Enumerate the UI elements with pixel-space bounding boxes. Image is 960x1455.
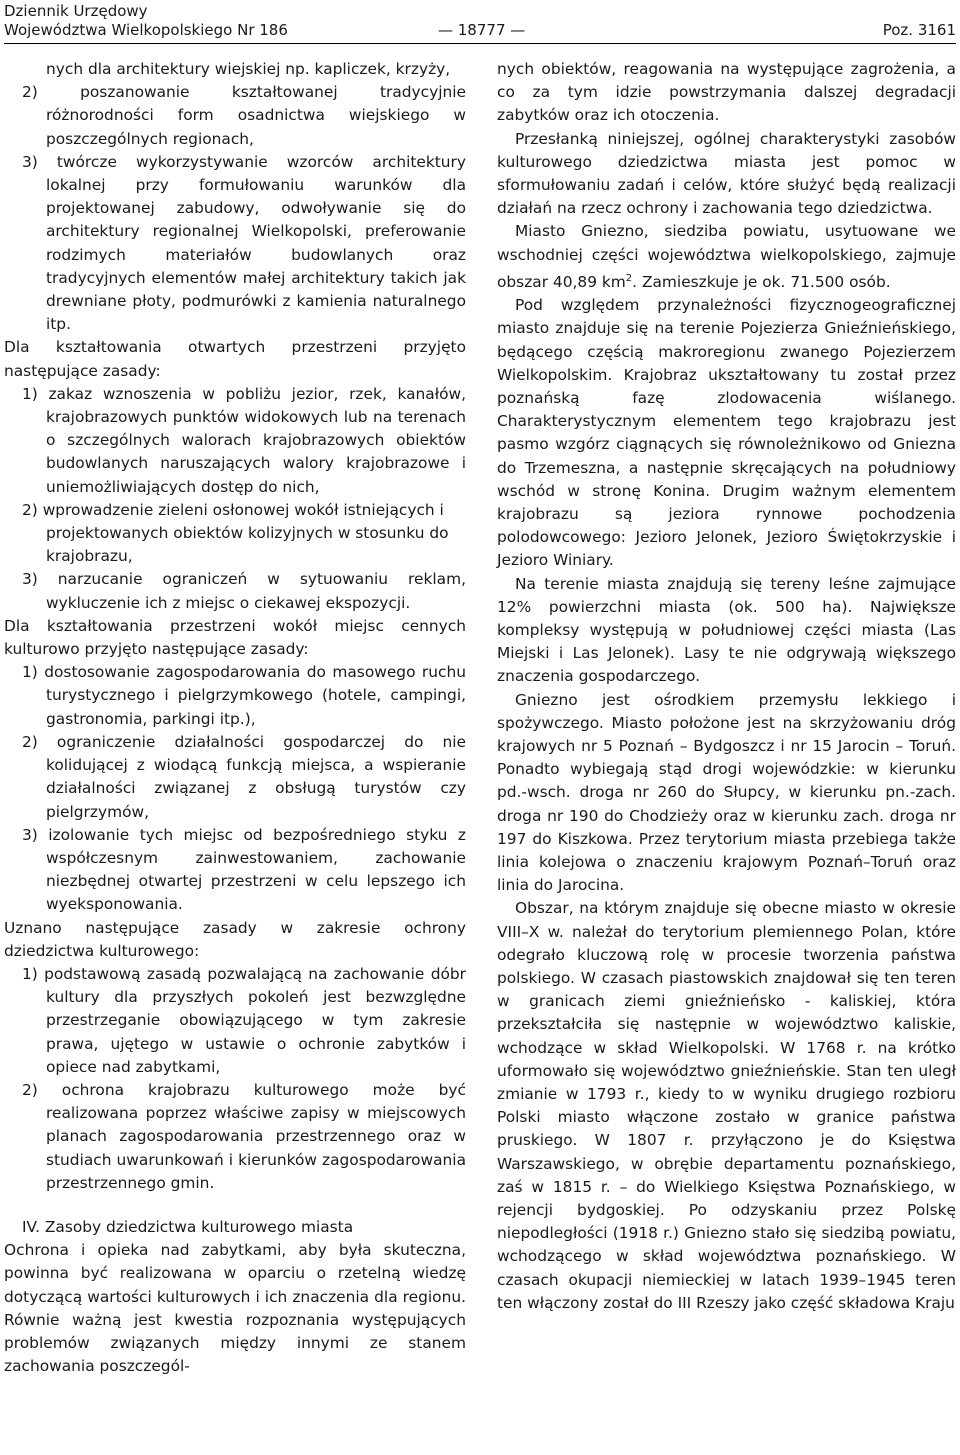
list-item: 1) podstawową zasadą pozwalającą na zachowanie dóbr kultury dla przyszłych pokoleń jest bezwzględne przestrzeganie obowiązującego w tym zakresie prawa, ujętego w ustawie o ochronie zabytków i opiece nad zabytkami, <box>22 964 466 1076</box>
page-header <box>4 0 956 44</box>
superscript: 2 <box>625 272 633 284</box>
section-heading: IV. Zasoby dziedzictwa kulturowego miasta <box>22 1217 354 1236</box>
left-column <box>4 58 466 1378</box>
paragraph <box>497 220 956 294</box>
paragraph: Dla kształtowania otwartych przestrzeni przyjęto następujące zasady: <box>4 338 466 380</box>
list-item: 3) izolowanie tych miejsc od bezpośredniego styku z współczesnym zainwestowaniem, zachowanie niezbędnej otwartej przestrzeni w celu lepszego ich wyeksponowania. <box>22 825 466 914</box>
paragraph: Dla kształtowania przestrzeni wokół miejsc cennych kulturowo przyjęto następujące zasady: <box>4 616 466 659</box>
list-item: 3) twórcze wykorzystywanie wzorców architektury lokalnej przy formułowaniu warunków dla projektowanej zabudowy, odwoływanie się do architektury regionalnej Wielkopolski, preferowanie rodzimych materiałów budowlanych oraz tradycyjnych elementów małej architektury takich jak drewniane płoty, podmurówki z kamienia naturalnego itp. <box>22 152 466 334</box>
position-number: Poz. 3161 <box>882 21 956 39</box>
continued-list-item: nych dla architektury wiejskiej np. kapliczek, krzyży, <box>46 60 451 78</box>
list-item: 3) narzucanie ograniczeń w sytuowaniu reklam, wykluczenie ich z miejsc o ciekawej ekspozycji. <box>22 570 466 612</box>
paragraph: Na terenie miasta znajdują się tereny leśne zajmujące 12% powierzchni miasta (ok. 500 ha). Największe kompleksy występują w południowej części miasta (Las Miejski i Las Jelonek). Lasy te nie odgrywają większego znaczenia gospodarczego. <box>497 574 956 686</box>
paragraph: Uznano następujące zasady w zakresie ochrony dziedzictwa kulturowego: <box>4 918 466 960</box>
list-item: 1) zakaz wznoszenia w pobliżu jezior, rzek, kanałów, krajobrazowych punktów widokowych lub na terenach o szczególnych walorach krajobrazowych obiektów budowlanych naruszających walory krajobrazowe i uniemożliwiających dostęp do nich, <box>22 384 466 496</box>
text-run: Miasto Gniezno, siedziba powiatu, usytuowane we wschodniej części województwa wielkopolskiego, zajmuje obszar 40,89 km <box>497 222 956 291</box>
journal-title: Dziennik Urzędowy <box>4 2 148 20</box>
list-item: 2) poszanowanie kształtowanej tradycyjnie różnorodności form osadnictwa wiejskiego w poszczególnych regionach, <box>22 83 466 148</box>
list-item: 2) ochrona krajobrazu kulturowego może być realizowana poprzez właściwe zapisy w miejscowych planach zagospodarowania przestrzennego oraz w studiach uwarunkowań i kierunków zagospodarowania przestrzennego gmin. <box>22 1080 466 1192</box>
header-rule <box>4 43 956 44</box>
list-item: 2) wprowadzenie zieleni osłonowej wokół istniejących i projektowanych obiektów kolizyjnych w stosunku do krajobrazu, <box>22 500 449 566</box>
paragraph: Obszar, na którym znajduje się obecne miasto w okresie VIII–X w. należał do terytorium plemiennego Polan, które odegrało kluczową rolę w procesie tworzenia państwa polskiego. W czasach piastowskich znajdował się ten teren w granicach ziemi gnieźnieńsko - kaliskiej, która przekształciła się następnie w województwo kaliskie, wchodzące w skład Wielkopolski. W 1768 r. na krótko uformowało się województwo gnieźnieńskie. Stan ten uległ zmianie w 1793 r., kiedy to w wyniku drugiego rozbioru Polski miasto włączone zostało w granice państwa pruskiego. W 1807 r. przyłączono je do Księstwa Warszawskiego, w obrębie departamentu poznańskiego, zaś w 1815 r. – do Wielkiego Księstwa Poznańskiego, w rejencji bydgoskiej. Po odzyskaniu przez Polskę niepodległości (1918 r.) Gniezno stało się siedzibą powiatu, wchodzącego w skład województwa poznańskiego. W czasach okupacji niemieckiej w latach 1939–1945 teren ten włączony został do III Rzeszy jako część składowa Kraju <box>497 899 956 1312</box>
list-item: 1) dostosowanie zagospodarowania do masowego ruchu turystycznego i pielgrzymkowego (hotele, campingi, gastronomia, parkingi itp.), <box>22 663 466 728</box>
journal-issue: Województwa Wielkopolskiego Nr 186 <box>4 21 288 39</box>
list-item: 2) ograniczenie działalności gospodarczej do nie kolidującej z wiodącą funkcją miejsca, a wspieranie działalności związanej z obsługą turystów czy pielgrzymów, <box>22 732 466 821</box>
text-run: . Zamieszkuje je ok. 71.500 osób. <box>632 272 891 291</box>
paragraph: Pod względem przynależności fizycznogeograficznej miasto znajduje się na terenie Pojezierza Gnieźnieńskiego, będącego częścią makroregionu zwanego Pojezierzem Wielkopolskim. Krajobraz ukształtowany tu został przez poznańską fazę zlodowacenia wiślanego. Charakterystycznym elementem tego krajobrazu jest pasmo wzgórz ciągnących się równoleżnikowo od Gniezna do Trzemeszna, a następnie skręcających na południowy wschód w stronę Konina. Drugim ważnym elementem krajobrazu są jeziora rynnowe pochodzenia polodowcowego: Jezioro Jelonek, Jezioro Świętokrzyskie i Jezioro Winiary. <box>497 296 956 570</box>
paragraph: Przesłanką niniejszej, ogólnej charakterystyki zasobów kulturowego dziedzictwa miasta jest pomoc w sformułowaniu zadań i celów, które służyć będą realizacji działań na rzecz ochrony i zachowania tego dziedzictwa. <box>497 129 956 218</box>
right-column <box>497 58 956 1315</box>
page-number: — 18777 — <box>438 21 526 39</box>
paragraph: nych obiektów, reagowania na występujące zagrożenia, a co za tym idzie powstrzymania dalszej degradacji zabytków oraz ich otoczenia. <box>497 60 956 125</box>
paragraph: Gniezno jest ośrodkiem przemysłu lekkiego i spożywczego. Miasto położone jest na skrzyżowaniu dróg krajowych nr 5 Poznań – Bydgoszcz i nr 15 Jarocin – Toruń. Ponadto wybiegają stąd drogi wojewódzkie: w kierunku pd.-wsch. droga nr 260 do Słupcy, w kierunku pn.-zach. droga nr 190 do Chodzieży oraz w kierunku zach. droga nr 197 do Kiszkowa. Przez terytorium miasta przebiega także linia kolejowa o znaczeniu krajowym Poznań–Toruń oraz linia do Jarocina. <box>497 690 956 895</box>
paragraph: Ochrona i opieka nad zabytkami, aby była skuteczna, powinna być realizowana w oparciu o rzetelną wiedzę dotyczącą wartości kulturowych i ich znaczenia dla regionu. Równie ważną jest kwestia rozpoznania występujących problemów związanych między innymi ze stanem zachowania poszczegól- <box>4 1241 466 1376</box>
